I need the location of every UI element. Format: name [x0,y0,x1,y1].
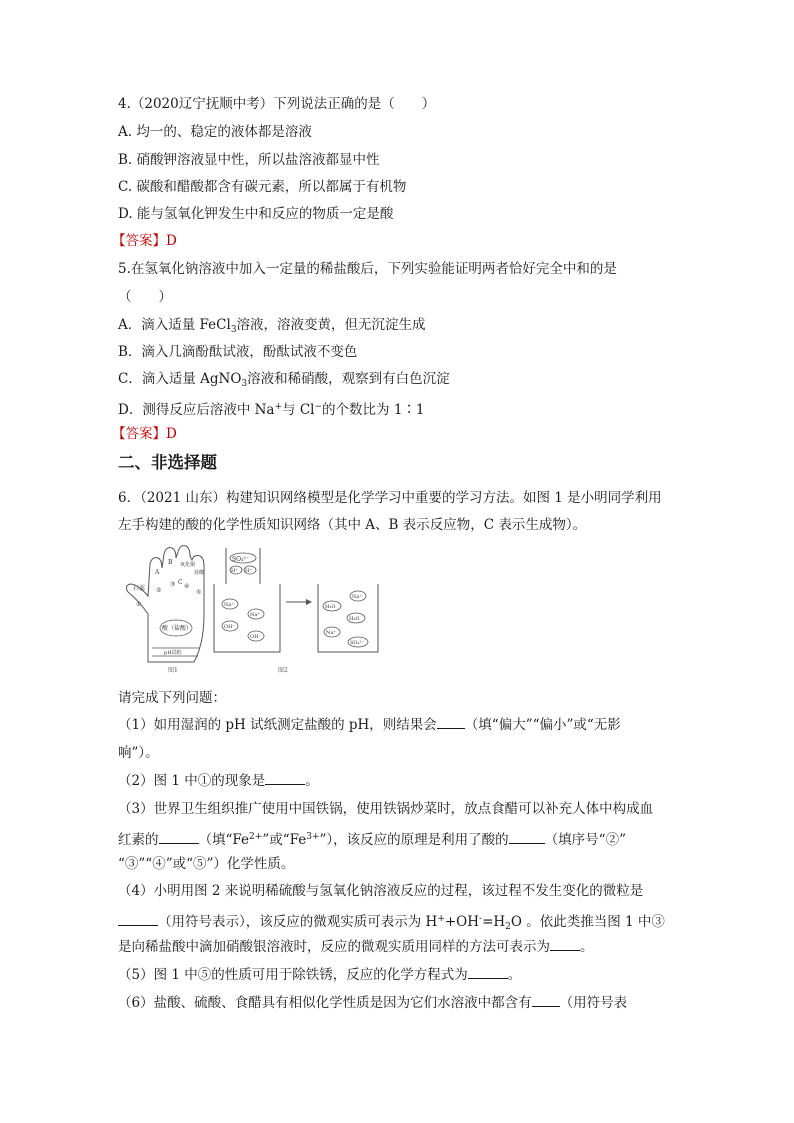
q6-p3-text-d: ”或“Fe [262,832,307,848]
hand-label-4: 氧化铜 [180,562,196,568]
q6-p1-blank[interactable] [437,716,465,729]
q6-part4-line1: （4）小明用图 2 来说明稀硫酸与氢氧化钠溶液反应的过程，该过程不发生变化的微粒是 [118,883,644,899]
q5-c-sub: 3 [241,379,248,389]
q6-p3-text-f: （填序号“②” [544,832,626,848]
q5-d-sup1: + [274,402,283,412]
hand-label-3: B [168,559,173,566]
q6-p1-text-b: （填“偏大”“偏小”或“无影 [464,717,621,733]
hand-label-1: 石蕊 [133,585,146,592]
q4-option-c: C. 碳酸和醋酸都含有碳元素，所以都属于有机物 [118,179,407,195]
q6-p1-text-a: （1）如用湿润的 pH 试纸测定盐酸的 pH，则结果会 [118,717,437,733]
right-beaker-ion-5: SO₄²⁻ [350,640,365,646]
q6-p4-text-f: 是向稀盐酸中滴加硝酸银溶液时，反应的微观实质用同样的方法可表示为 [118,939,550,955]
q4-option-a: A. 均一的、稳定的液体都是溶液 [118,124,312,140]
right-beaker-ion-1: Na⁺ [352,594,362,600]
hand-number-3: ③ [170,581,176,588]
q6-p4-blank-2[interactable] [550,938,580,951]
q6-p3-text-c: （填“Fe [198,832,250,848]
q4-option-b: B. 硝酸钾溶液显中性，所以盐溶液都显中性 [118,152,380,168]
q5-answer-label: 【答案】 [112,426,166,442]
q5-d-part3: 的个数比为 1∶1 [322,402,425,418]
q6-part4-line3 [118,938,594,956]
q6-part3-line3: “③”“④”或“⑤”）化学性质。 [118,856,295,872]
right-beaker-ion-2: H₂O [325,604,336,610]
q5-option-d [118,398,425,419]
q6-p2-text-a: （2）图 1 中①的现象是 [118,773,266,789]
q6-p6-text-b: （用符号表 [559,995,628,1011]
q6-p5-text-a: （5）图 1 中⑤的性质可用于除铁锈，反应的化学方程式为 [118,967,468,983]
q6-p3-text-e: ”），该反应的原理是利用了酸的 [319,832,509,848]
q6-p4-blank-1[interactable] [118,913,158,926]
q6-part2 [118,772,319,790]
q6-p4-text-g: 。 [580,939,594,955]
q5-d-part2: 与 Cl [282,402,315,418]
hand-number-2: ② [156,587,162,594]
figure1-caption: 图1 [168,667,178,674]
q4-stem: 4.（2020辽宁抚顺中考）下列说法正确的是（ ） [118,96,436,112]
q5-answer-value: D [166,426,177,442]
q6-p3-blank-1[interactable] [159,831,199,844]
hand-number-1: ① [136,601,142,608]
q5-answer [112,425,177,443]
q6-part3-line2 [118,828,626,849]
q5-option-c [118,370,450,393]
q6-p6-blank[interactable] [532,994,560,1007]
q6-p4-sup2: - [479,914,483,924]
q6-p3-text-b: 红素的 [118,832,159,848]
dropper-ion-3: H⁺ [245,568,252,574]
q6-p5-text-b: 。 [507,967,522,983]
q6-p6-text-a: （6）盐酸、硫酸、食醋具有相似化学性质是因为它们水溶液中都含有 [118,995,532,1011]
q5-c-part2: 溶液和稀硝酸，观察到有白色沉淀 [247,371,450,387]
q5-c-part1: C．滴入适量 AgNO [118,371,242,387]
q5-stem-line2: （ ） [118,289,172,305]
q5-option-b: B．滴入几滴酚酞试液，酚酞试液不变色 [118,344,358,360]
q6-p5-blank[interactable] [468,966,508,979]
q5-d-sup2: − [314,402,323,412]
hand-palm-label: 酸（盐酸） [162,625,193,632]
left-beaker-ion-3: OH⁻ [224,624,236,630]
figure2-beakers [214,548,378,674]
right-beaker-ion-3: H₂O [349,616,360,622]
q6-p2-blank[interactable] [265,772,305,785]
q6-p2-text-b: 。 [305,773,319,789]
q6-figures [118,544,418,676]
q4-answer-label: 【答案】 [112,233,166,249]
figure1-hand [126,546,205,674]
left-beaker-ion-2: Na⁺ [250,612,260,618]
q6-part6 [118,994,627,1012]
dropper-ion-1: SO₄²⁻ [232,556,250,563]
q5-a-part1: A．滴入适量 FeCl [118,317,231,333]
q5-stem-line1: 5.在氢氧化钠溶液中加入一定量的稀盐酸后，下列实验能证明两者恰好完全中和的是 [118,261,617,277]
q5-a-part2: 溶液，溶液变黄，但无沉淀生成 [236,317,426,333]
q6-p3-sup1: 2+ [249,832,263,842]
q5-d-part1: D．测得反应后溶液中 Na [118,402,275,418]
q6-intro-line1: 6．（2021 山东）构建知识网络模型是化学学习中重要的学习方法。如图 1 是小明同学利用 [118,490,662,506]
q6-p3-blank-2[interactable] [509,831,545,844]
q6-p3-sup2: 3+ [306,832,320,842]
q5-option-a [118,316,426,339]
q6-p4-sub: 2 [505,922,511,932]
q6-p4-text-e: O 。依此类推当图 1 中③ [510,914,665,930]
q6-part1-line2: 响”）。 [118,745,159,761]
q6-part4-line2 [118,910,665,936]
q6-part3-line1: （3）世界卫生组织推广使用中国铁锅，使用铁锅炒菜时，放点食醋可以补充人体中构成血 [118,801,654,817]
q6-part1-line1 [118,716,621,734]
q4-answer-value: D [166,233,177,249]
right-beaker-ion-4: Na⁺ [326,630,336,636]
q6-p4-text-c: +OH [444,914,480,930]
section-heading: 二、非选择题 [118,453,217,472]
ph-paper-label: pH试纸 [164,650,182,656]
hand-label-5: 盐酸 [194,570,205,576]
hand-label-c: C [178,579,183,586]
hand-number-4: ④ [184,583,190,590]
figure2-caption: 图2 [278,667,288,674]
q6-p4-sup1: + [437,914,445,924]
q4-answer [112,232,177,250]
q6-prompt: 请完成下列问题： [118,690,226,706]
q6-p4-text-b: （用符号表示），该反应的微观实质可表示为 H [158,914,438,930]
q4-option-d: D. 能与氢氧化钾发生中和反应的物质一定是酸 [118,206,394,222]
dropper-ion-2: H⁺ [231,568,238,574]
q5-a-sub: 3 [230,325,237,335]
q6-part5 [118,966,521,984]
left-beaker-ion-4: OH⁻ [250,634,262,640]
left-beaker-ion-1: Na⁺ [224,602,234,608]
hand-label-2: A [155,569,160,576]
q6-intro-line2: 左手构建的酸的化学性质知识网络（其中 A、B 表示反应物，C 表示生成物）。 [118,517,587,533]
hand-number-5: ⑤ [196,589,202,596]
arrow-head-icon [306,599,312,605]
q6-p4-text-d: =H [482,914,506,930]
